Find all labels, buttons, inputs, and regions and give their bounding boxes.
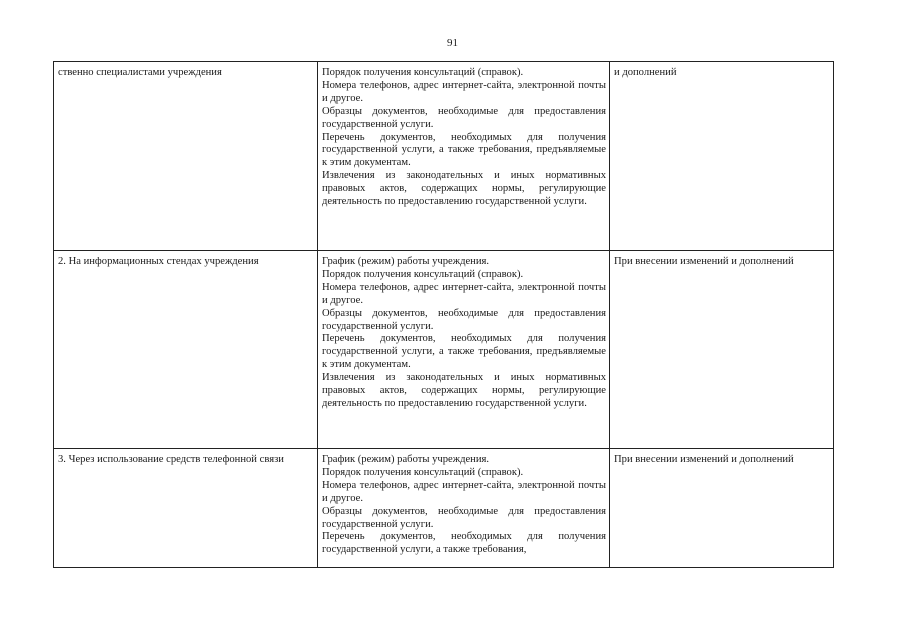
info-item: Образцы документов, необходимые для предоставления государственной услуги. [322, 307, 606, 332]
info-content-cell [318, 251, 610, 449]
table-row [54, 251, 834, 449]
info-content-cell [318, 449, 610, 568]
info-item: Извлечения из законодательных и иных нормативных правовых актов, содержащих нормы, регулирующие деятельность по предоставлению государственной услуги. [322, 170, 606, 208]
table-row [54, 449, 834, 568]
page-number: 91 [447, 37, 458, 49]
info-item: Порядок получения консультаций (справок). [322, 268, 524, 280]
info-item: Образцы документов, необходимые для предоставления государственной услуги. [322, 505, 606, 530]
info-item: Образцы документов, необходимые для предоставления государственной услуги. [322, 105, 606, 130]
info-item: Номера телефонов, адрес интернет-сайта, электронной почты и другое. [322, 281, 606, 306]
info-item: Перечень документов, необходимых для получения государственной услуги, а также требования, [322, 531, 606, 556]
update-schedule-cell: При внесении изменений и дополнений [610, 251, 834, 449]
info-item: Порядок получения консультаций (справок). [322, 466, 524, 478]
update-schedule-cell: При внесении изменений и дополнений [610, 449, 834, 568]
services-info-table [53, 61, 834, 568]
update-schedule-cell: и дополнений [610, 62, 834, 251]
info-item: Извлечения из законодательных и иных нормативных правовых актов, содержащих нормы, регулирующие деятельность по предоставлению государственной услуги. [322, 372, 606, 409]
info-item: График (режим) работы учреждения. [322, 454, 490, 465]
info-item: Перечень документов, необходимых для получения государственной услуги, а также требования, предъявляемые к этим документам. [322, 333, 606, 371]
info-item: Перечень документов, необходимых для получения государственной услуги, а также требования, предъявляемые к этим документам. [322, 131, 606, 169]
info-method-cell: ственно специалистами учреждения [54, 62, 318, 251]
table-row [54, 62, 834, 251]
info-method-cell: 3. Через использование средств телефонной связи [54, 449, 318, 568]
info-method-cell: 2. На информационных стендах учреждения [54, 251, 318, 449]
info-item: График (режим) работы учреждения. [322, 256, 490, 267]
info-item: Номера телефонов, адрес интернет-сайта, электронной почты и другое. [322, 79, 606, 104]
info-content-cell [318, 62, 610, 251]
info-item: Номера телефонов, адрес интернет-сайта, электронной почты и другое. [322, 479, 606, 504]
info-item: Порядок получения консультаций (справок). [322, 67, 524, 78]
